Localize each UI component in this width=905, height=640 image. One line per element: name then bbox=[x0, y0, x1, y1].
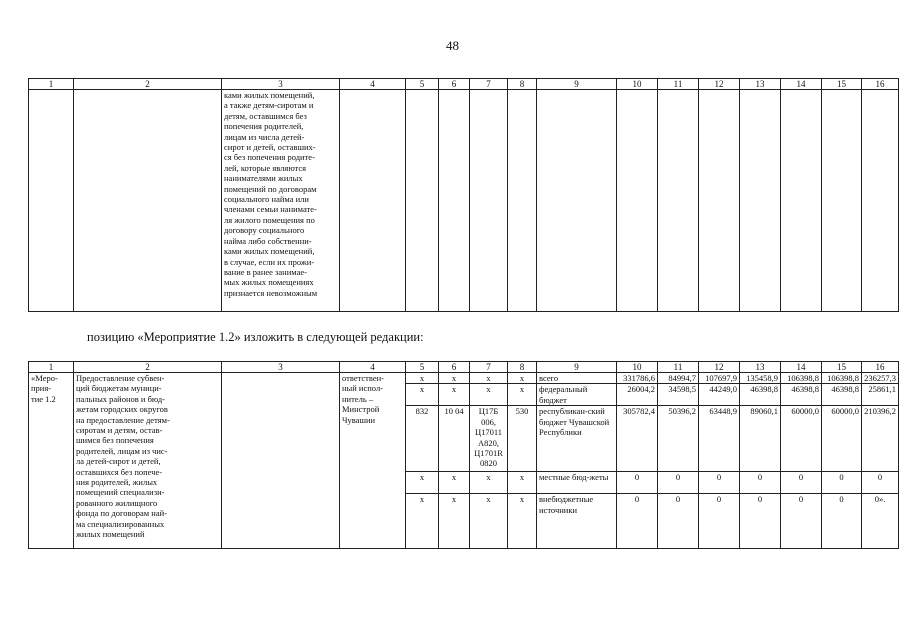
funding-source: республикан-ский бюджет Чувашской Республики bbox=[537, 406, 617, 472]
text-line: детям, оставшимся без bbox=[224, 110, 307, 121]
text-line: жилых помещений bbox=[76, 529, 145, 540]
header-cell: 15 bbox=[822, 362, 862, 373]
text-line: оставшихся без попече- bbox=[76, 466, 163, 477]
text-line: Чувашии bbox=[342, 414, 376, 425]
header-cell: 9 bbox=[537, 362, 617, 373]
text-line: вание в ранее занимае- bbox=[224, 266, 307, 277]
value-cell: 46398,8 bbox=[740, 384, 781, 406]
instruction-sentence: позицию «Мероприятие 1.2» изложить в следующей редакции: bbox=[87, 330, 424, 344]
page-number: 48 bbox=[446, 38, 459, 53]
text-line: попечения родителей, bbox=[224, 121, 304, 132]
measure-description bbox=[222, 90, 340, 312]
funding-source: внебюджетные источники bbox=[537, 494, 617, 549]
text-line: прия- bbox=[31, 383, 52, 394]
value-cell: 46398,8 bbox=[822, 384, 862, 406]
budget-code: Ц17Б 006, Ц17011 А820, Ц1701R 0820 bbox=[470, 406, 508, 472]
funding-source: местные бюд-жеты bbox=[537, 472, 617, 494]
text-line: помещений по договорам bbox=[224, 183, 317, 194]
cell: х bbox=[406, 494, 439, 549]
cell: х bbox=[439, 472, 470, 494]
value-cell: 0 bbox=[617, 472, 658, 494]
value-cell: 34598,5 bbox=[658, 384, 699, 406]
header-cell: 4 bbox=[340, 362, 406, 373]
text-line: ся без попечения родите- bbox=[224, 152, 315, 163]
measure-table bbox=[28, 361, 899, 549]
value-cell: 44249,0 bbox=[699, 384, 740, 406]
header-cell: 14 bbox=[781, 79, 822, 90]
text-line: ций бюджетам муници- bbox=[76, 383, 162, 394]
measure-description bbox=[74, 373, 222, 549]
value-cell: 26004,2 bbox=[617, 384, 658, 406]
text-line: ля жилого помещения по bbox=[224, 214, 315, 225]
measure-id bbox=[29, 373, 74, 549]
text-line: фонда по договорам най- bbox=[76, 508, 167, 519]
cell: х bbox=[470, 472, 508, 494]
header-cell: 10 bbox=[617, 362, 658, 373]
value-cell: 106398,8 bbox=[781, 373, 822, 384]
text-line: сиротам и детям, остав- bbox=[76, 425, 163, 436]
header-cell: 8 bbox=[508, 79, 537, 90]
value-cell: 0 bbox=[822, 494, 862, 549]
cell: х bbox=[406, 373, 439, 384]
cell: х bbox=[406, 472, 439, 494]
cell: х bbox=[406, 384, 439, 406]
text-line: помещений специализи- bbox=[76, 487, 165, 498]
table-row bbox=[29, 90, 899, 312]
text-line: сирот и детей, оставших- bbox=[224, 142, 316, 153]
header-cell: 5 bbox=[406, 79, 439, 90]
table-row bbox=[29, 373, 899, 384]
value-cell: 0 bbox=[740, 494, 781, 549]
cell: х bbox=[508, 494, 537, 549]
cell-empty bbox=[537, 90, 617, 312]
text-line: ответствен- bbox=[342, 373, 385, 383]
responsible-executor bbox=[340, 373, 406, 549]
header-row bbox=[29, 362, 899, 373]
header-cell: 16 bbox=[862, 79, 899, 90]
value-cell: 107697,9 bbox=[699, 373, 740, 384]
text-line: пальных районов и бюд- bbox=[76, 393, 165, 404]
cell: х bbox=[508, 472, 537, 494]
value-cell: 0 bbox=[658, 494, 699, 549]
text-line: мых жилых помещениях bbox=[224, 277, 314, 288]
cell-empty bbox=[29, 90, 74, 312]
cell-empty bbox=[74, 90, 222, 312]
value-cell: 0». bbox=[862, 494, 899, 549]
text-line: рованного жилищного bbox=[76, 497, 158, 508]
text-line: ками жилых помещений, bbox=[224, 90, 315, 100]
header-row bbox=[29, 79, 899, 90]
header-cell: 12 bbox=[699, 362, 740, 373]
continuation-table bbox=[28, 78, 899, 312]
text-line: родителей, лицам из чис- bbox=[76, 445, 168, 456]
header-cell: 7 bbox=[470, 362, 508, 373]
value-cell: 0 bbox=[781, 472, 822, 494]
header-cell: 6 bbox=[439, 362, 470, 373]
value-cell: 135458,9 bbox=[740, 373, 781, 384]
text-line: ками жилых помещений, bbox=[224, 246, 315, 257]
value-cell: 84994,7 bbox=[658, 373, 699, 384]
text-line: ла детей-сирот и детей, bbox=[76, 456, 161, 467]
header-cell: 2 bbox=[74, 362, 222, 373]
header-cell: 11 bbox=[658, 79, 699, 90]
header-cell: 5 bbox=[406, 362, 439, 373]
value-cell: 305782,4 bbox=[617, 406, 658, 472]
header-cell: 11 bbox=[658, 362, 699, 373]
cell-empty bbox=[222, 373, 340, 549]
text-line: найма либо собственни- bbox=[224, 235, 312, 246]
header-cell: 1 bbox=[29, 79, 74, 90]
header-cell: 3 bbox=[222, 79, 340, 90]
text-line: признается невозможным bbox=[224, 287, 318, 298]
text-line: жетам городских округов bbox=[76, 404, 168, 415]
header-cell: 10 bbox=[617, 79, 658, 90]
cell-empty bbox=[508, 90, 537, 312]
value-cell: 50396,2 bbox=[658, 406, 699, 472]
cell: х bbox=[470, 494, 508, 549]
value-cell: 0 bbox=[822, 472, 862, 494]
value-cell: 25861,1 bbox=[862, 384, 899, 406]
cell-empty bbox=[340, 90, 406, 312]
cell-empty bbox=[740, 90, 781, 312]
cell-empty bbox=[658, 90, 699, 312]
text-line: нитель – bbox=[342, 393, 374, 404]
header-cell: 7 bbox=[470, 79, 508, 90]
cell-empty bbox=[439, 90, 470, 312]
value-cell: 0 bbox=[781, 494, 822, 549]
cell-empty bbox=[699, 90, 740, 312]
cell: х bbox=[508, 384, 537, 406]
header-cell: 16 bbox=[862, 362, 899, 373]
header-cell: 6 bbox=[439, 79, 470, 90]
text-line: шимся без попечения bbox=[76, 435, 154, 446]
value-cell: 46398,8 bbox=[781, 384, 822, 406]
cell-empty bbox=[822, 90, 862, 312]
value-cell: 0 bbox=[862, 472, 899, 494]
value-cell: 89060,1 bbox=[740, 406, 781, 472]
text-line: лей, которые являются bbox=[224, 162, 307, 173]
header-cell: 9 bbox=[537, 79, 617, 90]
cell: х bbox=[470, 384, 508, 406]
cell-empty bbox=[406, 90, 439, 312]
value-cell: 331786,6 bbox=[617, 373, 658, 384]
cell: х bbox=[470, 373, 508, 384]
cell: х bbox=[439, 494, 470, 549]
header-cell: 1 bbox=[29, 362, 74, 373]
header-cell: 3 bbox=[222, 362, 340, 373]
text-line: Минстрой bbox=[342, 404, 380, 415]
text-line: «Меро- bbox=[31, 373, 58, 383]
cell-empty bbox=[862, 90, 899, 312]
header-cell: 14 bbox=[781, 362, 822, 373]
value-cell: 210396,2 bbox=[862, 406, 899, 472]
value-cell: 0 bbox=[617, 494, 658, 549]
text-line: членами семьи нанимате- bbox=[224, 204, 317, 215]
value-cell: 106398,8 bbox=[822, 373, 862, 384]
cell: х bbox=[439, 384, 470, 406]
cell-empty bbox=[781, 90, 822, 312]
text-line: ния родителей, жилых bbox=[76, 477, 158, 488]
header-cell: 2 bbox=[74, 79, 222, 90]
value-cell: 236257,3 bbox=[862, 373, 899, 384]
text-line: социального найма или bbox=[224, 194, 309, 205]
cell-empty bbox=[617, 90, 658, 312]
value-cell: 0 bbox=[699, 494, 740, 549]
header-cell: 8 bbox=[508, 362, 537, 373]
header-cell: 15 bbox=[822, 79, 862, 90]
cell: х bbox=[439, 373, 470, 384]
value-cell: 0 bbox=[658, 472, 699, 494]
header-cell: 4 bbox=[340, 79, 406, 90]
value-cell: 60000,0 bbox=[822, 406, 862, 472]
value-cell: 60000,0 bbox=[781, 406, 822, 472]
cell: 832 bbox=[406, 406, 439, 472]
header-cell: 12 bbox=[699, 79, 740, 90]
funding-source: федеральный бюджет bbox=[537, 384, 617, 406]
text-line: тие 1.2 bbox=[31, 393, 56, 404]
text-line: нанимателями жилых bbox=[224, 173, 303, 184]
header-cell: 13 bbox=[740, 362, 781, 373]
text-line: в случае, если их прожи- bbox=[224, 256, 315, 267]
text-line: договору социального bbox=[224, 225, 305, 236]
cell: х bbox=[508, 373, 537, 384]
text-line: ный испол- bbox=[342, 383, 384, 394]
text-line: Предоставление субвен- bbox=[76, 373, 165, 383]
funding-source: всего bbox=[537, 373, 617, 384]
header-cell: 13 bbox=[740, 79, 781, 90]
value-cell: 0 bbox=[699, 472, 740, 494]
value-cell: 0 bbox=[740, 472, 781, 494]
cell: 10 04 bbox=[439, 406, 470, 472]
cell: 530 bbox=[508, 406, 537, 472]
value-cell: 63448,9 bbox=[699, 406, 740, 472]
text-line: ма специализированных bbox=[76, 518, 165, 529]
text-line: на предоставление детям- bbox=[76, 414, 170, 425]
cell-empty bbox=[470, 90, 508, 312]
text-line: лицам из числа детей- bbox=[224, 131, 305, 142]
text-line: а также детям-сиротам и bbox=[224, 100, 314, 111]
